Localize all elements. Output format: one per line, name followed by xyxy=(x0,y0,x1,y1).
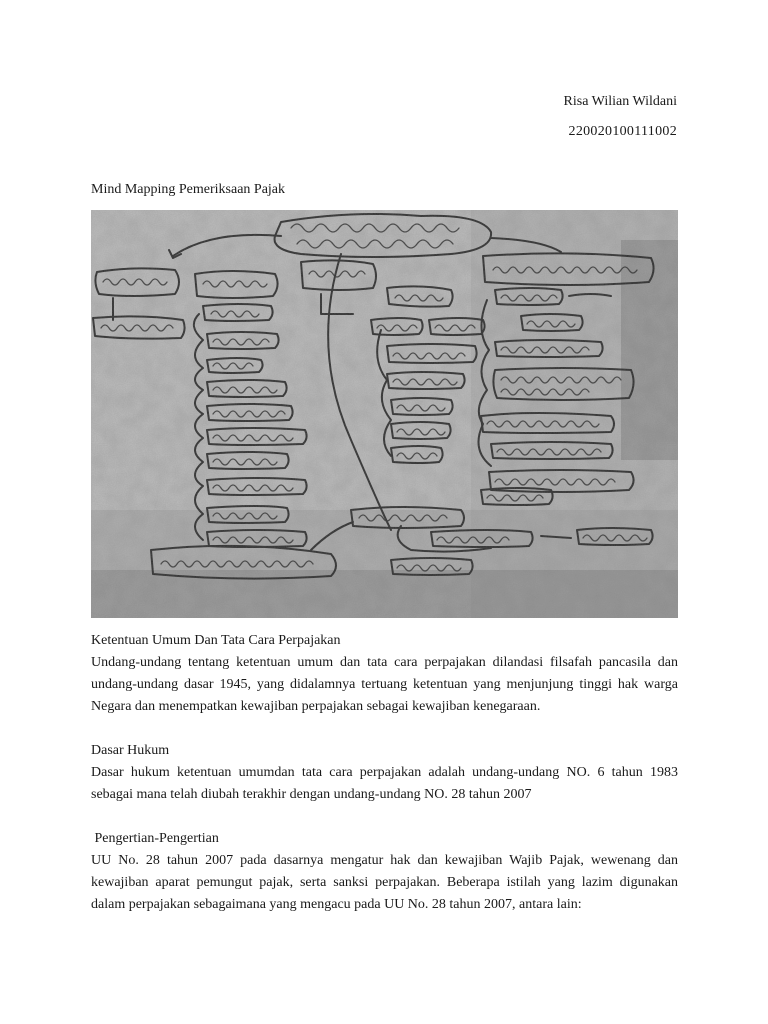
document-body xyxy=(91,630,678,938)
section-dasar-hukum xyxy=(91,740,678,806)
section-ketentuan-umum xyxy=(91,630,678,718)
author-name: Risa Wilian Wildani xyxy=(563,94,677,109)
section-heading: Ketentuan Umum Dan Tata Cara Perpajakan xyxy=(91,633,341,648)
section-paragraph: UU No. 28 tahun 2007 pada dasarnya mengatur hak dan kewajiban Wajib Pajak, wewenang dan kewajiban aparat pemungut pajak, serta sanksi perpajakan. Beberapa istilah yang lazim digunakan dalam perpajakan sebagaimana yang mengacu pada UU No. 28 tahun 2007, antara lain: xyxy=(91,853,678,912)
section-pengertian xyxy=(91,828,678,916)
section-heading: Pengertian-Pengertian xyxy=(91,831,219,846)
document-title: Mind Mapping Pemeriksaan Pajak xyxy=(91,182,286,197)
section-paragraph: Undang-undang tentang ketentuan umum dan tata cara perpajakan dilandasi filsafah pancasila dan undang-undang dasar 1945, yang didalamnya tertuang ketentuan yang menjunjung tinggi hak warga Negara dan menempatkan kewajiban perpajakan sebagai kewajiban kenegaraan. xyxy=(91,655,678,714)
student-id: 220020100111002 xyxy=(568,124,677,139)
section-heading: Dasar Hukum xyxy=(91,743,170,758)
mind-map-photo xyxy=(91,210,678,618)
section-paragraph: Dasar hukum ketentuan umumdan tata cara perpajakan adalah undang-undang NO. 6 tahun 1983 sebagai mana telah diubah terakhir dengan undang-undang NO. 28 tahun 2007 xyxy=(91,765,678,802)
